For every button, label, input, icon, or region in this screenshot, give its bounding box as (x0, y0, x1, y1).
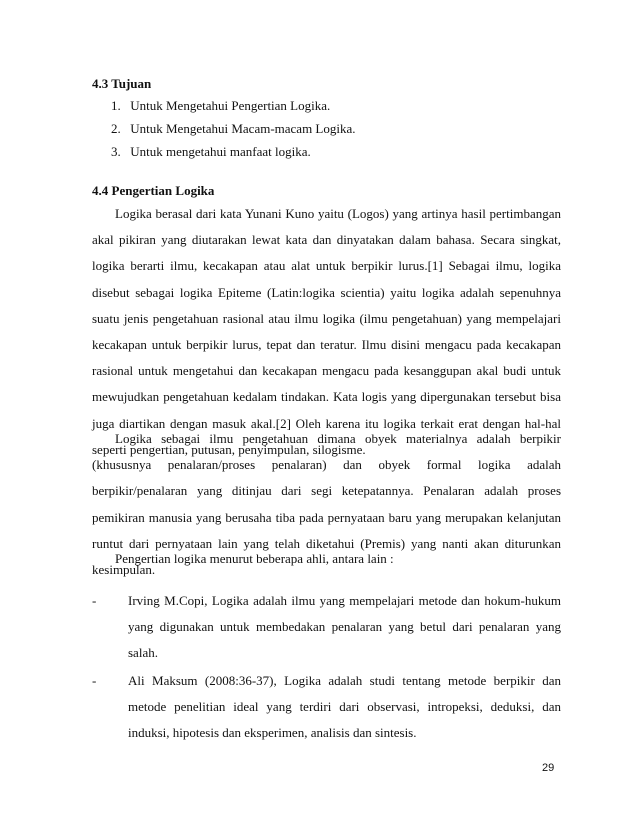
page-number: 29 (542, 762, 555, 774)
list-item-text: Untuk Mengetahui Macam-macam Logika. (130, 121, 356, 136)
list-item-text: Untuk mengetahui manfaat logika. (130, 144, 311, 159)
list-number: 3. (111, 144, 121, 159)
list-item (92, 668, 561, 746)
section-heading-pengertian: 4.4 Pengertian Logika (92, 183, 215, 198)
list-item-text: Untuk Mengetahui Pengertian Logika. (130, 98, 331, 113)
experts-list (92, 588, 561, 746)
list-item (111, 98, 356, 121)
experts-intro: Pengertian logika menurut beberapa ahli, antara lain : (115, 551, 394, 566)
list-item-text: Irving M.Copi, Logika adalah ilmu yang mempelajari metode dan hokum-hukum yang digunakan untuk membedakan penalaran yang betul dari penalaran yang salah. (128, 593, 561, 660)
list-item-text: Ali Maksum (2008:36-37), Logika adalah studi tentang metode berpikir dan metode penelitian ideal yang terdiri dari observasi, intropeksi, deduksi, dan induksi, hipotesis dan eksperimen, analisis dan sintesis. (128, 673, 561, 740)
list-item (111, 144, 356, 167)
list-number: 2. (111, 121, 121, 136)
list-dash: - (92, 593, 97, 608)
objectives-list (111, 98, 356, 167)
section-heading-tujuan: 4.3 Tujuan (92, 76, 152, 91)
paragraph-definition: Logika berasal dari kata Yunani Kuno yaitu (Logos) yang artinya hasil pertimbangan akal pikiran yang diutarakan lewat kata dan dinyatakan dalam bahasa. Secara singkat, logika berarti ilmu, kecakapan atau alat untuk berpikir lurus.[1] Sebagai ilmu, logika disebut sebagai logika Epiteme (Latin:logika scientia) yaitu logika adalah sepenuhnya suatu jenis pengetahuan rasional atau ilmu logika (ilmu pengetahuan) yang mempelajari kecakapan untuk berpikir lurus, tepat dan teratur. Ilmu disini mengacu pada kecakapan rasional untuk mengetahui dan kecakapan mengacu pada kesanggupan akal budi untuk mewujudkan pengetahuan kedalam tindakan. Kata logis yang dipergunakan tersebut bisa juga diartikan dengan masuk akal.[2] Oleh karena itu logika terkait erat dengan hal-hal seperti pengertian, putusan, penyimpulan, silogisme. (92, 206, 561, 457)
list-item (111, 121, 356, 144)
list-item (92, 588, 561, 666)
paragraph-object: Logika sebagai ilmu pengetahuan dimana obyek materialnya adalah berpikir (khususnya penalaran/proses penalaran) dan obyek formal logika adalah berpikir/penalaran yang ditinjau dari segi ketepatannya. Penalaran adalah proses pemikiran manusia yang berusaha tiba pada pernyataan baru yang merupakan kelanjutan runtut dari pernyataan lain yang telah diketahui (Premis) yang nanti akan diturunkan kesimpulan. (92, 431, 561, 578)
list-number: 1. (111, 98, 121, 113)
list-dash: - (92, 673, 97, 688)
